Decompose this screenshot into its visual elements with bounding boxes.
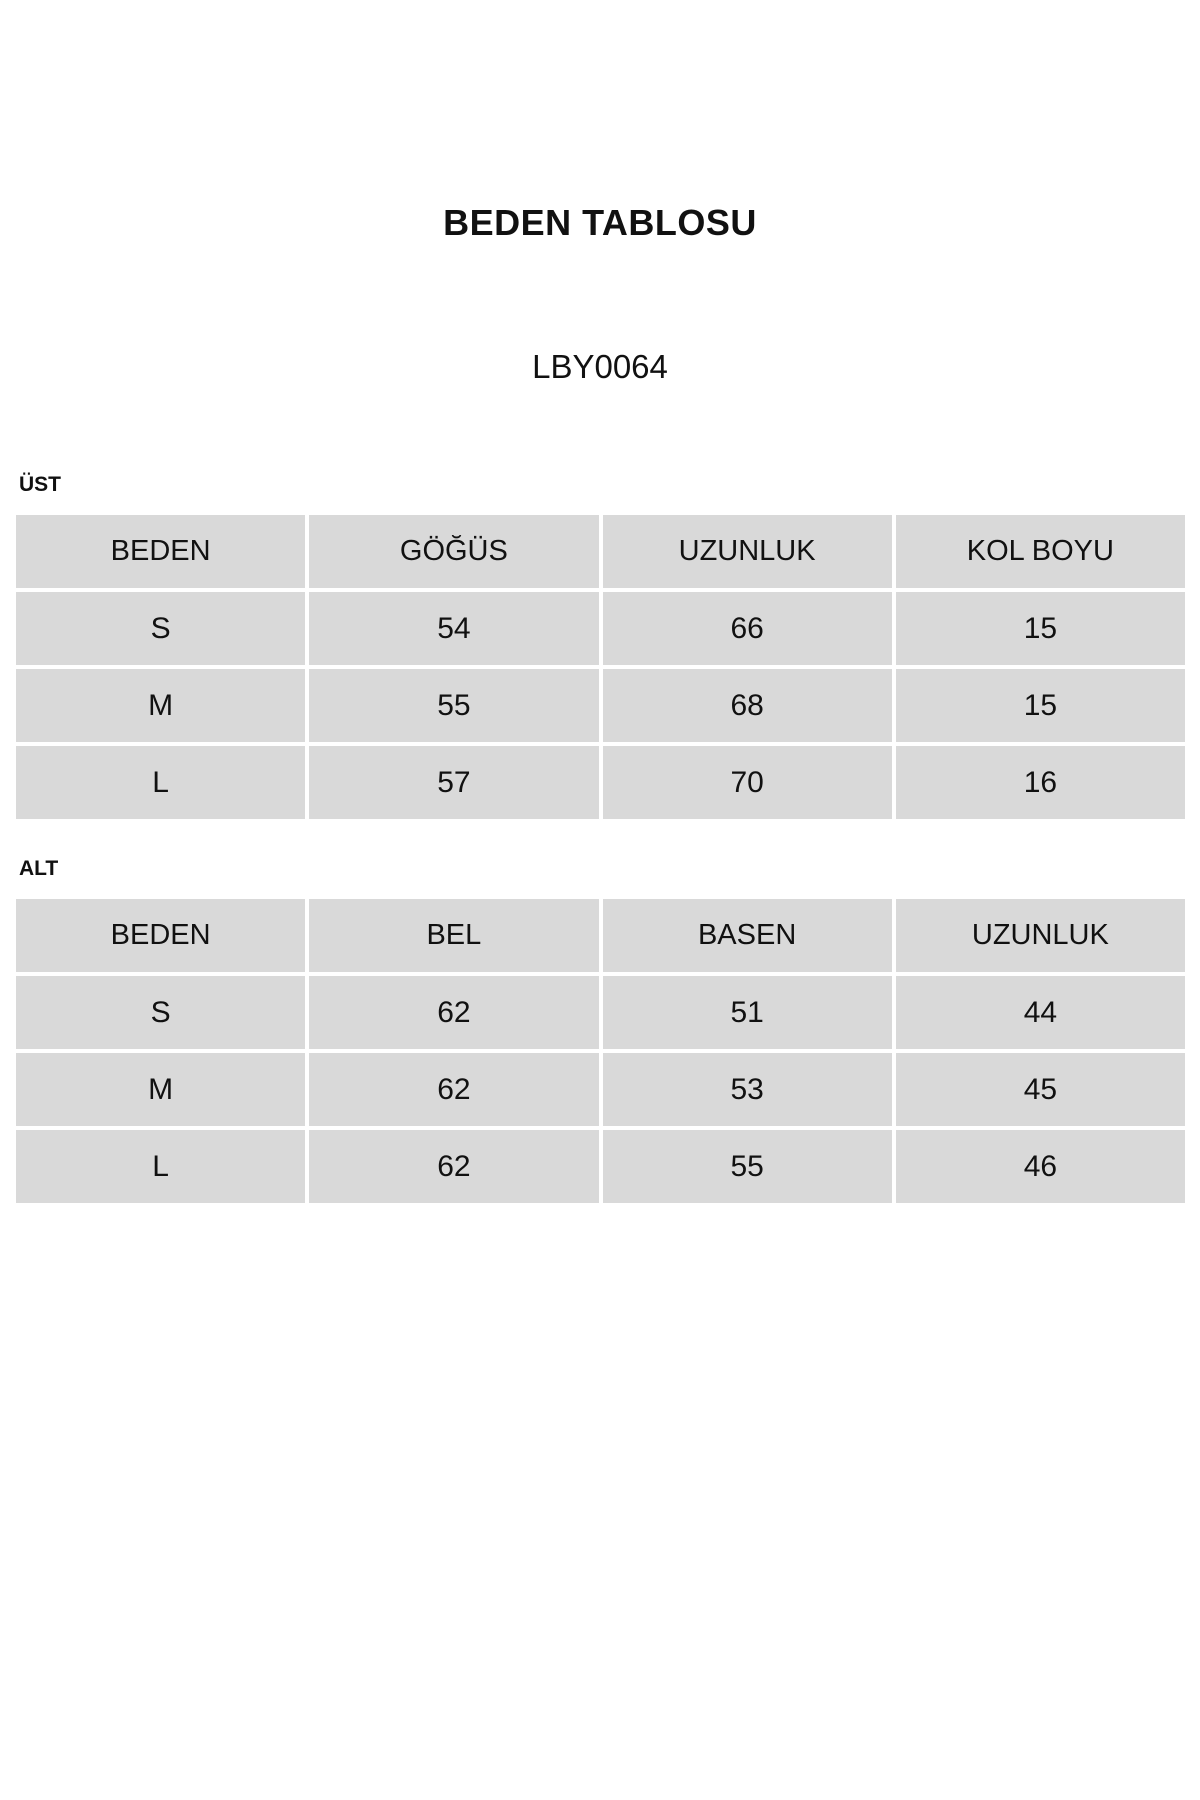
table-cell: L [16,746,305,819]
table-cell: 68 [603,669,892,742]
table-cell: 51 [603,976,892,1049]
table-header-cell: BEDEN [16,899,305,972]
table-cell: 62 [309,1130,598,1203]
size-table-top [16,515,1185,819]
table-header-cell: GÖĞÜS [309,515,598,588]
table-cell: 45 [896,1053,1185,1126]
table-cell: M [16,1053,305,1126]
table-cell: 16 [896,746,1185,819]
table-header-cell: UZUNLUK [896,899,1185,972]
table-cell: 57 [309,746,598,819]
table-cell: 55 [603,1130,892,1203]
table-cell: S [16,976,305,1049]
section-label-top: ÜST [19,473,61,496]
size-table-bottom [16,899,1185,1203]
table-cell: M [16,669,305,742]
table-cell: 62 [309,1053,598,1126]
table-header-cell: BEDEN [16,515,305,588]
section-label-bottom: ALT [19,857,59,880]
table-cell: 53 [603,1053,892,1126]
table-cell: 62 [309,976,598,1049]
table-cell: 15 [896,669,1185,742]
table-cell: 70 [603,746,892,819]
table-cell: 46 [896,1130,1185,1203]
table-cell: 54 [309,592,598,665]
page-title: BEDEN TABLOSU [443,202,757,243]
table-header-cell: UZUNLUK [603,515,892,588]
product-code: LBY0064 [532,348,668,385]
table-cell: L [16,1130,305,1203]
table-cell: S [16,592,305,665]
table-cell: 44 [896,976,1185,1049]
table-header-cell: BEL [309,899,598,972]
table-cell: 66 [603,592,892,665]
table-cell: 15 [896,592,1185,665]
table-cell: 55 [309,669,598,742]
table-header-cell: KOL BOYU [896,515,1185,588]
table-header-cell: BASEN [603,899,892,972]
